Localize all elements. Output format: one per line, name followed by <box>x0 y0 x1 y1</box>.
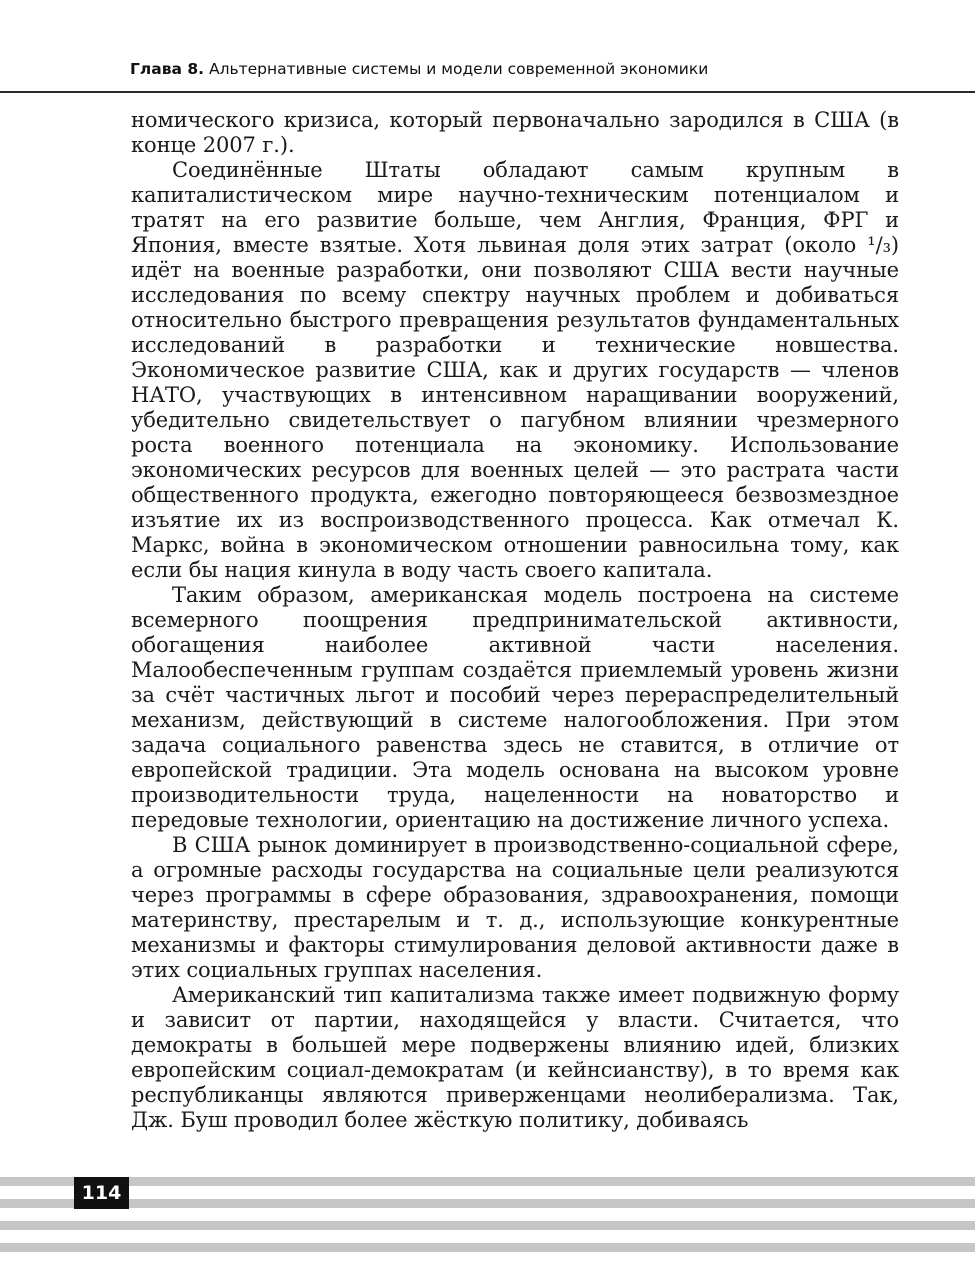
footer-stripe <box>0 1221 975 1230</box>
footer-stripe <box>0 1243 975 1252</box>
paragraph-3: Таким образом, американская модель построена на системе всемерного поощрения предпринимательской активности, обогащения наиболее активной части населения. Малообеспеченным группам создаётся приемлемый уровень жизни за счёт частичных льгот и пособий через перераспределительный механизм, действующий в системе налогообложения. При этом задача социального равенства здесь не ставится, в отличие от европейской традиции. Эта модель основана на высоком уровне производительности труда, нацеленности на новаторство и передовые технологии, ориентацию на достижение личного успеха. <box>131 583 899 832</box>
footer-stripe <box>0 1199 975 1208</box>
footer-stripe <box>0 1177 975 1186</box>
footer-stripes <box>0 1177 975 1268</box>
paragraph-5: Американский тип капитализма также имеет подвижную форму и зависит от партии, находящейся у власти. Считается, что демократы в большей мере подвержены влиянию идей, близких европейским социал-демократам (и кейнсианству), в то время как республиканцы являются приверженцами неолиберализма. Так, Дж. Буш проводил более жёсткую политику, добиваясь <box>131 983 899 1132</box>
paragraph-2: Соединённые Штаты обладают самым крупным в капиталистическом мире научно-техническим потенциалом и тратят на его развитие больше, чем Англия, Франция, ФРГ и Япония, вместе взятые. Хотя львиная доля этих затрат (около ¹/₃) идёт на военные разработки, они позволяют США вести научные исследования по всему спектру научных проблем и добиваться относительно быстрого превращения результатов фундаментальных исследований в разработки и технические новшества. Экономическое развитие США, как и других государств — членов НАТО, участвующих в интенсивном наращивании вооружений, убедительно свидетельствует о пагубном влиянии чрезмерного роста военного потенциала на экономику. Использование экономических ресурсов для военных целей — это растрата части общественного продукта, ежегодно повторяющееся безвозмездное изъятие их из воспроизводственного процесса. Как отмечал К. Маркс, война в экономическом отношении равносильна тому, как если бы нация кинула в воду часть своего капитала. <box>131 158 899 582</box>
page-number: 114 <box>74 1177 129 1209</box>
running-header <box>130 60 900 78</box>
chapter-title: Альтернативные системы и модели современной экономики <box>208 60 709 78</box>
chapter-number: Глава 8. <box>130 60 205 78</box>
header-rule <box>0 91 975 93</box>
paragraph-1: номического кризиса, который первоначально зародился в США (в конце 2007 г.). <box>131 108 899 157</box>
paragraph-4: В США рынок доминирует в производственно-социальной сфере, а огромные расходы государства на социальные цели реализуются через программы в сфере образования, здравоохранения, помощи материнству, престарелым и т. д., использующие конкурентные механизмы и факторы стимулирования деловой активности даже в этих социальных группах населения. <box>131 833 899 982</box>
body-text <box>131 108 899 1133</box>
